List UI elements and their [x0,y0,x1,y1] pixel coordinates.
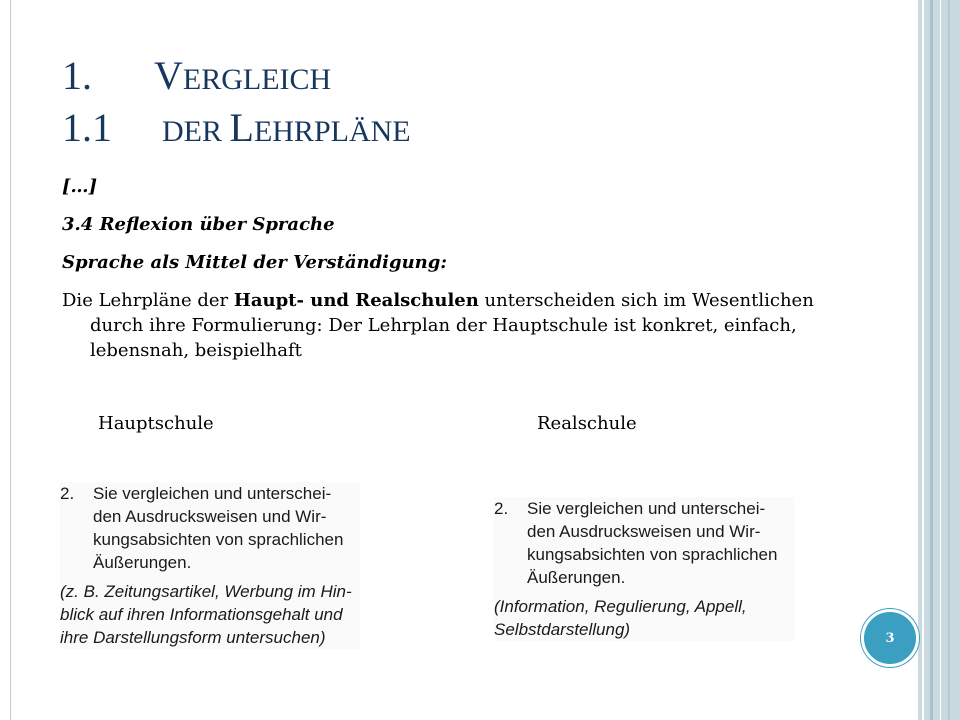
title-number-2: 1.1 [62,105,112,150]
scan-right-number: 2. [494,499,509,518]
scan-right-line-2: den Ausdrucksweisen und Wir- [527,522,761,541]
scan-left-note-1: (z. B. Zeitungsartikel, Werbung im Hin- [60,582,352,601]
scan-right-note-2: Selbstdarstellung) [494,620,631,639]
page-number-badge: 3 [861,609,919,667]
scan-left-line-2: den Ausdrucksweisen und Wir- [93,507,327,526]
slide-body [62,174,822,376]
title-line-1 [62,52,411,104]
section-heading: 3.4 Reflexion über Sprache [62,214,335,235]
scan-left-note-3: ihre Darstellungsform untersuchen) [60,628,326,647]
slide-frame-right [918,0,960,720]
scan-right-line-4: Äußerungen. [527,568,626,587]
scan-right-line-3: kungsabsichten von sprachlichen [527,545,778,564]
para-start: Die Lehrpläne der [62,290,234,311]
scan-right-line-1: Sie vergleichen und unterschei- [527,499,766,518]
para-end: unterscheiden sich im Wesentlichen durch ihre Formulierung: Der Lehrplan der Hauptschule ist konkret, einfach, lebensnah, beispielhaft [90,290,814,361]
slide-title [62,52,411,156]
scan-realschule [494,497,794,641]
title-pre-2: DER [162,115,230,148]
body-paragraph [62,288,822,363]
scan-left-line-4: Äußerungen. [93,553,192,572]
para-bold: Haupt- und Realschulen [233,290,479,311]
title-line-2 [62,104,411,156]
scan-right-note-1: (Information, Regulierung, Appell, [494,597,747,616]
title-cap-1: V [154,53,183,98]
title-cap-2: L [229,105,254,150]
scan-left-line-1: Sie vergleichen und unterschei- [93,484,332,503]
scan-left-line-3: kungsabsichten von sprachlichen [93,530,344,549]
title-number-1: 1. [62,53,92,98]
label-hauptschule: Hauptschule [98,413,214,434]
ellipsis: […] [62,176,98,197]
title-rest-2: EHRPLÄNE [253,115,411,148]
scan-left-number: 2. [60,484,75,503]
subsection-heading: Sprache als Mittel der Verständigung: [62,252,447,273]
slide-frame-left [10,0,11,720]
label-realschule: Realschule [537,413,637,434]
scan-hauptschule [60,482,360,649]
title-rest-1: ERGLEICH [182,63,332,96]
scan-left-note-2: blick auf ihren Informationsgehalt und [60,605,343,624]
